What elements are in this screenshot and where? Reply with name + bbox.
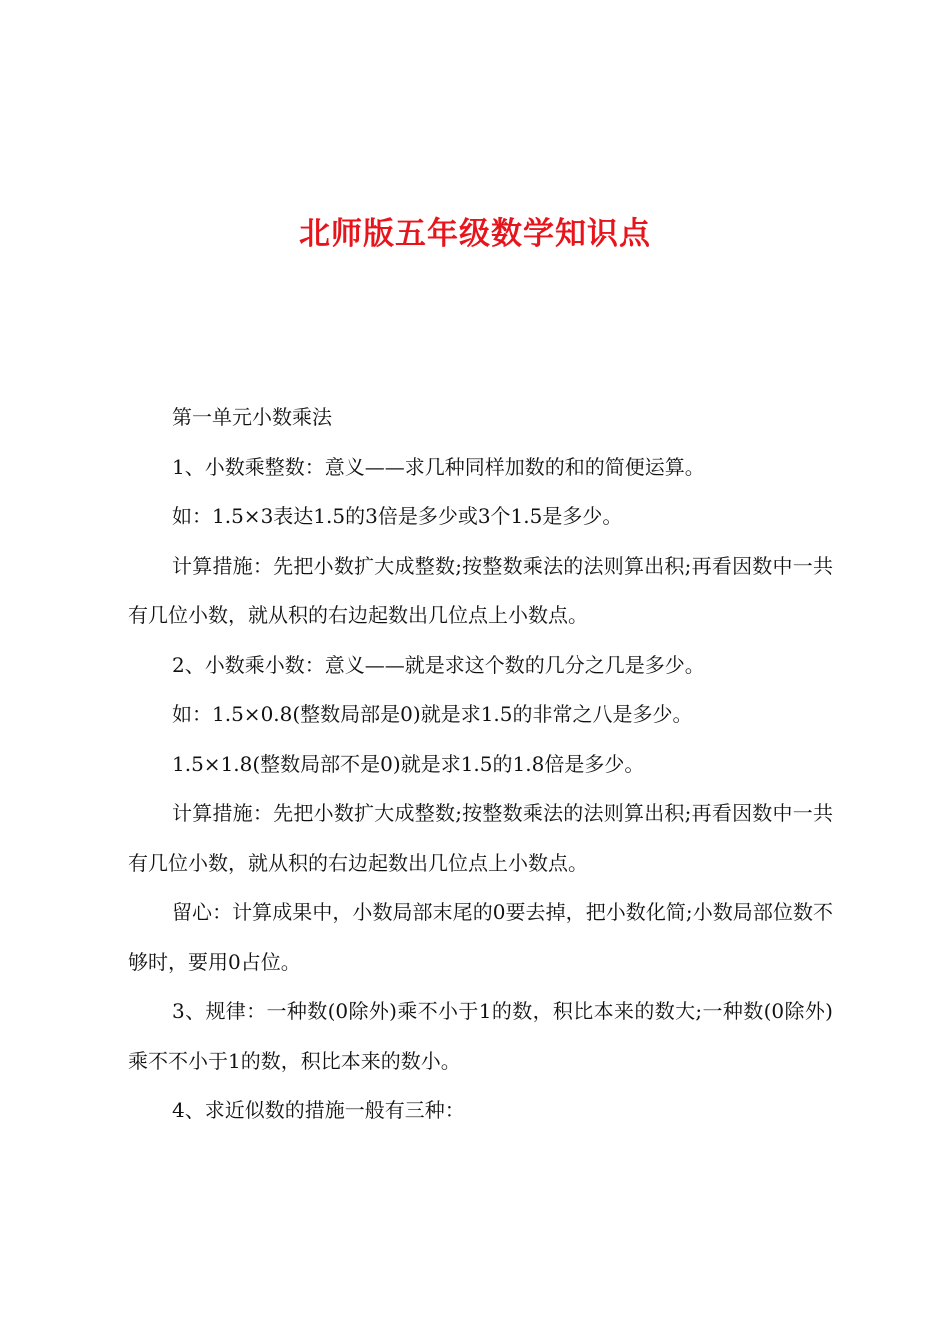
- paragraph-approximation: 4、求近似数的措施一般有三种：: [172, 1098, 465, 1122]
- paragraph-note: 留心：计算成果中，小数局部末尾的0要去掉，把小数化简;小数局部位数不够时，要用0占位。: [128, 900, 833, 974]
- paragraph-unit-heading: 第一单元小数乘法: [172, 405, 332, 429]
- paragraph-decimal-times-decimal: 2、小数乘小数：意义——就是求这个数的几分之几是多少。: [172, 652, 705, 677]
- paragraph-method-2: 计算措施：先把小数扩大成整数;按整数乘法的法则算出积;再看因数中一共有几位小数，就从积的右边起数出几位点上小数点。: [128, 801, 833, 875]
- paragraph-example-2: 如：1.5×0.8(整数局部是0)就是求1.5的非常之八是多少。: [172, 702, 693, 726]
- paragraph-example-3: 1.5×1.8(整数局部不是0)就是求1.5的1.8倍是多少。: [172, 751, 645, 776]
- paragraph-example-1: 如：1.5×3表达1.5的3倍是多少或3个1.5是多少。: [172, 504, 623, 528]
- paragraph-rule: 3、规律：一种数(0除外)乘不小于1的数，积比本来的数大;一种数(0除外)乘不不小于1的数，积比本来的数小。: [128, 999, 833, 1073]
- paragraph-method-1: 计算措施：先把小数扩大成整数;按整数乘法的法则算出积;再看因数中一共有几位小数，就从积的右边起数出几位点上小数点。: [128, 553, 833, 627]
- document-title: 北师版五年级数学知识点: [299, 216, 651, 252]
- document-body: [128, 393, 833, 1136]
- paragraph-decimal-times-integer: 1、小数乘整数：意义——求几种同样加数的和的简便运算。: [172, 454, 705, 479]
